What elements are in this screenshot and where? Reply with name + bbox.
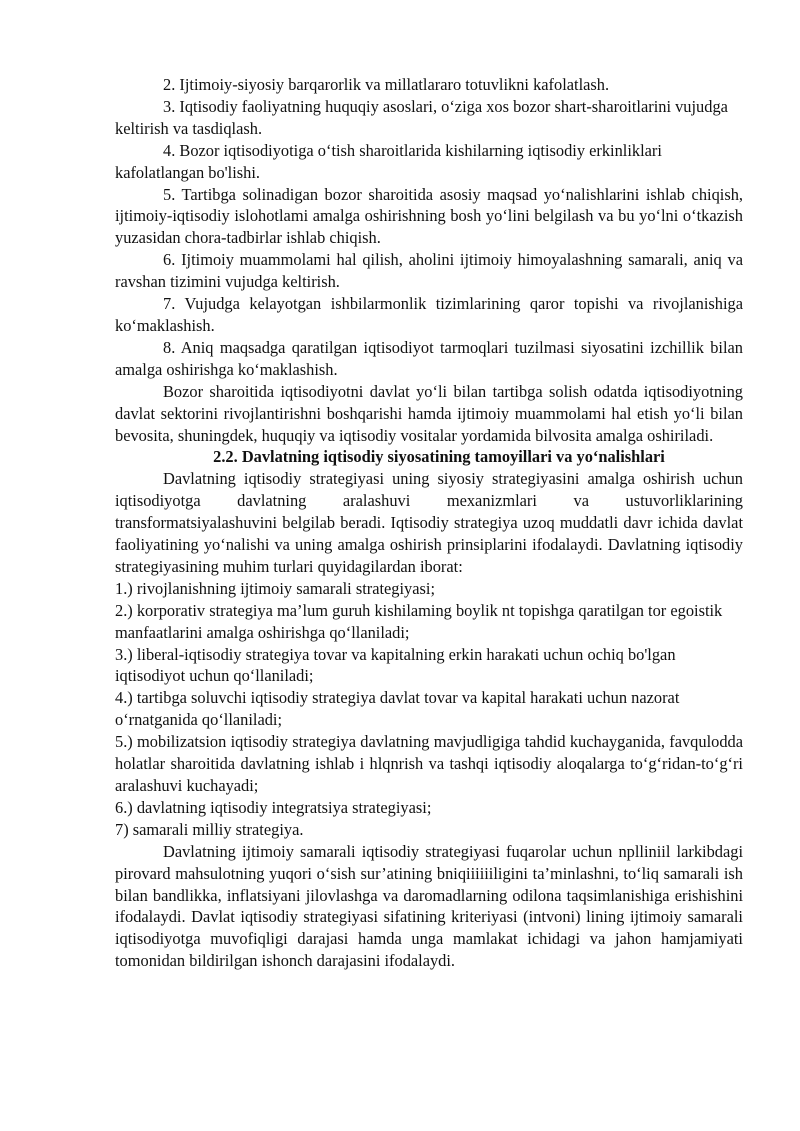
list-item-strategy-6: 6.) davlatning iqtisodiy integratsiya strategiyasi; (115, 797, 432, 817)
paragraph-closing: Davlatning ijtimoiy samarali iqtisodiy strategiyasi fuqarolar uchun nplliniil larkibdagi pirovard mahsulotning yuqori o‘sish sur’atining bniqiiiiiiligini ta’minlashni, to‘liq samarali ish bilan bandlikka, inflatsiyani jilovlashga va daromadlarning odilona taqsimlanishiga erishishini ifodalaydi. Davlat iqtisodiy strategiyasi sifatining kriteriyasi (intvoni) lining ijtimoiy samarali iqtisodiyotga muvofiqligi darajasi hamda unga mamlakat ichidagi va jahon hamjamiyati tomonidan bildirilgan ishonch darajasini ifodalaydi. (115, 841, 743, 971)
paragraph-intro: Davlatning iqtisodiy strategiyasi uning siyosiy strategiyasini amalga oshirish uchun iqtisodiyotga davlatning aralashuvi mexanizmlari va ustuvorliklarining transformatsiyalashuvini belgilab beradi. Iqtisodiy strategiya uzoq muddatli davr ichida davlat faoliyatining yo‘nalishi va uning amalga oshirish prinsiplarini ifodalaydi. Davlatning iqtisodiy strategiyasining muhim turlari quyidagilardan iborat: (115, 469, 743, 576)
paragraph-item-3: 3. Iqtisodiy faoliyatning huquqiy asoslari, o‘ziga xos bozor shart-sharoitlarini vujudga keltirish va tasdiqlash. (115, 96, 728, 138)
paragraph-item-2: 2. Ijtimoiy-siyosiy barqarorlik va millatlararo totuvlikni kafolatlash. (163, 75, 610, 94)
paragraph-item-5: 5. Tartibga solinadigan bozor sharoitida asosiy maqsad yo‘nalishlarini ishlab chiqish, ijtimoiy-iqtisodiy islohotlami amalga oshirishning bosh yo‘lini belgilash va bu yo‘lni o‘tkazish yuzasidan chora-tadbirlar ishlab chiqish. (115, 184, 743, 248)
list-item-strategy-5: 5.) mobilizatsion iqtisodiy strategiya davlatning mavjudligiga tahdid kuchayganida, favqulodda holatlar sharoitida davlatning ishlab i hlqnrish va tashqi iqtisodiy aloqalarga to‘g‘ridan-to‘g‘ri aralashuvi kuchayadi; (115, 732, 743, 795)
paragraph-item-6: 6. Ijtimoiy muammolami hal qilish, aholini ijtimoiy himoyalashning samarali, aniq va ravshan tizimini vujudga keltirish. (115, 250, 743, 292)
list-item-strategy-7: 7) samarali milliy strategiya. (115, 819, 304, 839)
paragraph-market-regulation: Bozor sharoitida iqtisodiyotni davlat yo‘li bilan tartibga solish odatda iqtisodiyotning davlat sektorini rivojlantirishni boshqarishi hamda ijtimoiy muammolami hal etish yo‘li bilan bevosita, shuningdek, huquqiy va iqtisodiy vositalar yordamida bilvosita amalga oshiriladi. (115, 381, 743, 445)
list-item-strategy-3: 3.) liberal-iqtisodiy strategiya tovar va kapitalning erkin harakati uchun ochiq bo'lgan iqtisodiyot uchun qo‘llaniladi; (115, 644, 676, 686)
paragraph-item-7: 7. Vujudga kelayotgan ishbilarmonlik tizimlarining qaror topishi va rivojlanishiga ko‘maklashish. (115, 294, 743, 335)
paragraph-item-4: 4. Bozor iqtisodiyotiga o‘tish sharoitlarida kishilarning iqtisodiy erkinliklari kafolatlangan bo'lishi. (115, 140, 662, 182)
list-item-strategy-2: 2.) korporativ strategiya ma’lum guruh kishilaming boylik nt topishga qaratilgan tor egoistik manfaatlarini amalga oshirishga qo‘llaniladi; (115, 600, 723, 642)
section-heading: 2.2. Davlatning iqtisodiy siyosatining tamoyillari va yo‘nalishlari (213, 447, 665, 467)
document-page (115, 74, 743, 972)
list-item-strategy-1: 1.) rivojlanishning ijtimoiy samarali strategiyasi; (115, 578, 436, 598)
paragraph-item-8: 8. Aniq maqsadga qaratilgan iqtisodiyot tarmoqlari tuzilmasi siyosatini izchillik bilan amalga oshirishga ko‘maklashish. (115, 337, 743, 379)
list-item-strategy-4: 4.) tartibga soluvchi iqtisodiy strategiya davlat tovar va kapital harakati uchun nazorat o‘rnatganida qo‘llaniladi; (115, 688, 680, 730)
